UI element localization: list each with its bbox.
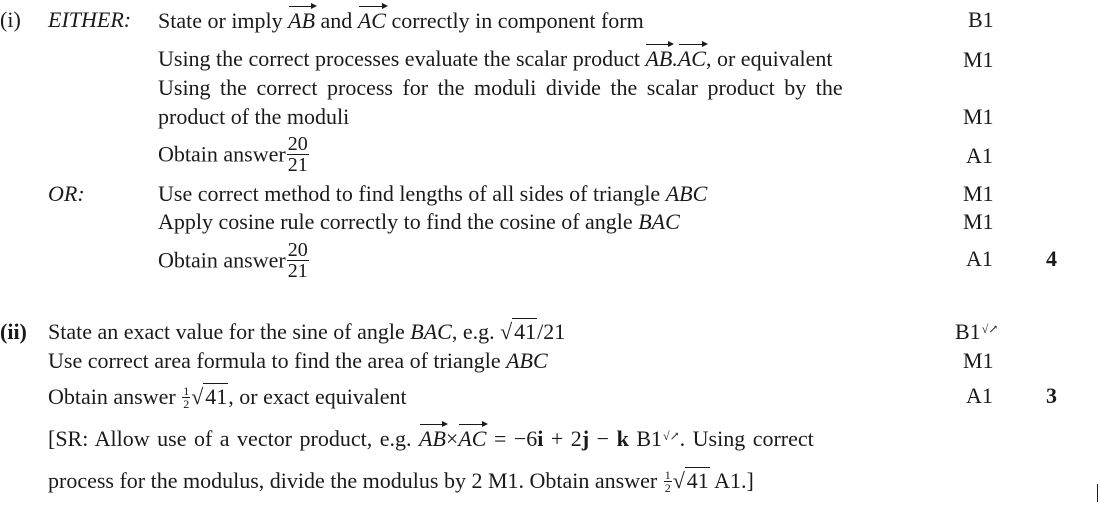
mark-either-2: M1 xyxy=(963,47,994,72)
fraction-20-21: $\frac{20}{21}$ xyxy=(287,239,308,282)
vector-ac: AC xyxy=(458,426,487,451)
mark-ii-2: M1 xyxy=(963,348,994,373)
either-step-3-line2: product of the moduli xyxy=(158,104,350,129)
or-label: OR: xyxy=(48,181,85,206)
part-ii-total: 3 xyxy=(1046,383,1057,408)
fraction-1-2: $\frac{1}{2}$ xyxy=(183,384,190,411)
part-ii-label: (ii) xyxy=(0,319,27,344)
fraction-1-2: $\frac{1}{2}$ xyxy=(664,468,671,495)
either-step-4: Obtain answer $\frac{20}{21}$ xyxy=(158,133,308,176)
mark-or-1: M1 xyxy=(963,181,994,206)
mark-or-3: A1 xyxy=(966,246,993,271)
special-ruling-line1: [SR: Allow use of a vector product, e.g. AB×AC = −6i + 2j − k B1√↗. Using correct xyxy=(48,426,814,451)
tick-icon: √↗ xyxy=(981,322,999,336)
ii-step-2: Use correct area formula to find the area of triangle ABC xyxy=(48,348,548,373)
tick-icon: √↗ xyxy=(663,429,680,443)
vector-ab: AB xyxy=(645,46,673,71)
text-cursor xyxy=(1097,484,1098,502)
either-step-2: Using the correct processes evaluate the scalar product AB.AC, or equivalent xyxy=(158,46,833,71)
or-step-3: Obtain answer $\frac{20}{21}$ xyxy=(158,239,308,282)
vector-ac: AC xyxy=(677,46,706,71)
or-step-2: Apply cosine rule correctly to find the cosine of angle BAC xyxy=(158,209,680,234)
part-i-label: (i) xyxy=(0,7,21,32)
sqrt-41: √41 xyxy=(191,384,228,409)
either-label: EITHER: xyxy=(48,7,132,32)
part-i-total: 4 xyxy=(1046,246,1057,271)
mark-ii-1: B1√↗ xyxy=(955,319,999,344)
sqrt-41: √41 xyxy=(672,468,709,493)
mark-ii-3: A1 xyxy=(966,383,993,408)
either-step-1: State or imply AB and AC correctly in component form xyxy=(158,8,644,33)
ii-step-3: Obtain answer $\frac{1}{2}$ √41, or exact equivalent xyxy=(48,384,407,411)
vector-ab: AB xyxy=(419,426,446,451)
vector-ab: AB xyxy=(288,8,316,33)
either-step-3-line1: Using the correct process for the moduli divide the scalar product by the xyxy=(158,75,843,100)
special-ruling-line2: process for the modulus, divide the modulus by 2 M1. Obtain answer $\frac{1}{2}$ √41 A1.] xyxy=(48,468,754,495)
ii-step-1: State an exact value for the sine of angle BAC, e.g. √41/21 xyxy=(48,319,566,344)
mark-either-4: A1 xyxy=(966,143,993,168)
fraction-20-21: $\frac{20}{21}$ xyxy=(287,133,308,176)
or-step-1: Use correct method to find lengths of all sides of triangle ABC xyxy=(158,181,708,206)
mark-either-3: M1 xyxy=(963,104,994,129)
mark-either-1: B1 xyxy=(968,7,994,32)
vector-ac: AC xyxy=(357,8,386,33)
sqrt-41: √41 xyxy=(500,319,537,344)
mark-or-2: M1 xyxy=(963,209,994,234)
